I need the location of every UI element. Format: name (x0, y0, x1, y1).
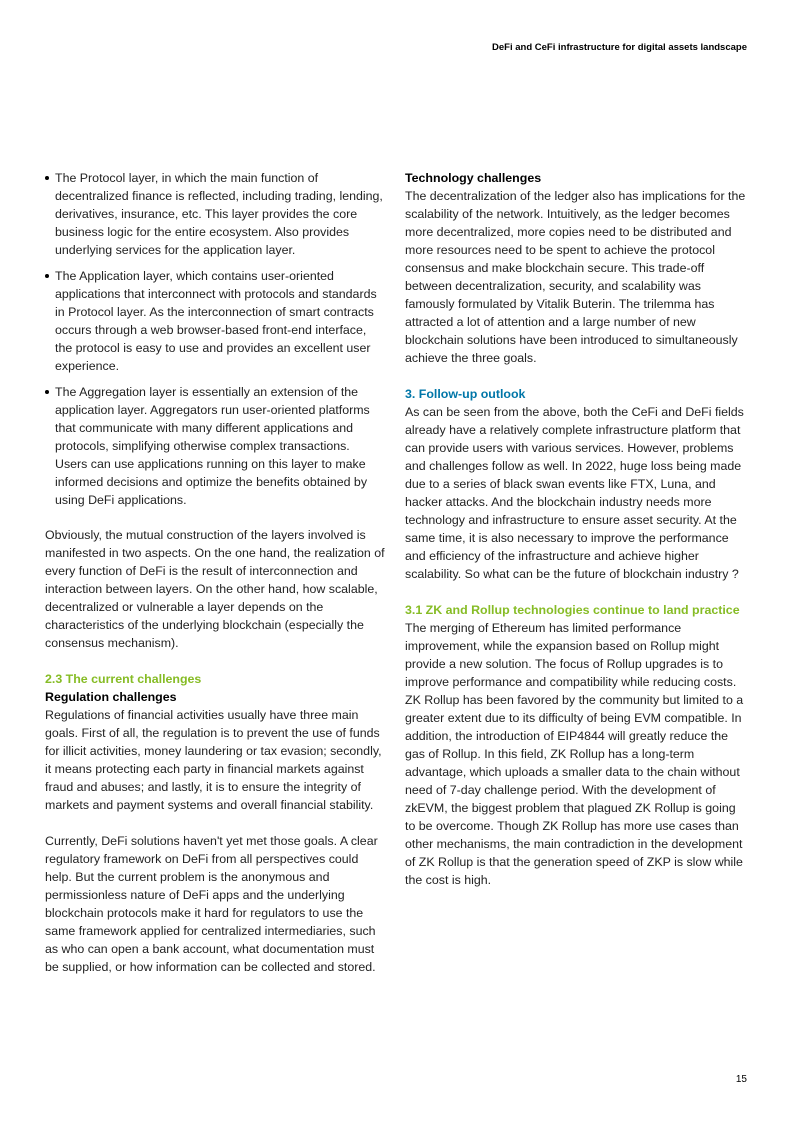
bullet-application-layer: The Application layer, which contains user-oriented applications that interconnect with protocols and standards in Protocol layer. As the interconnection of smart contracts occurs through a web browser-based front-end interface, the protocol is easy to use and provides an excellent user experience. (45, 267, 385, 375)
currently-paragraph: Currently, DeFi solutions haven't yet met those goals. A clear regulatory framework on DeFi from all perspectives could help. But the current problem is the anonymous and permissionless nature of DeFi apps and the underlying blockchain protocols make it hard for regulators to use the same framework applied for centralized intermediaries, such as who can open a bank account, what documentation must be supplied, or how information can be collected and stored. (45, 834, 378, 974)
page-number: 15 (735, 1074, 747, 1085)
layer-bullet-list (45, 169, 385, 509)
heading-regulation-challenges: Regulation challenges (45, 690, 177, 704)
section-heading-zk-rollup: 3.1 ZK and Rollup technologies continue to land practice (405, 603, 740, 617)
heading-technology-challenges: Technology challenges (405, 171, 542, 185)
section-heading-current-challenges: 2.3 The current challenges (45, 672, 202, 686)
bullet-protocol-layer: The Protocol layer, in which the main function of decentralized finance is reflected, including trading, lending, derivatives, insurance, etc. This layer provides the core business logic for the entire ecosystem. Also provides underlying services for the application layer. (45, 169, 385, 259)
section-heading-follow-up-outlook: 3. Follow-up outlook (405, 387, 526, 401)
running-header: DeFi and CeFi infrastructure for digital assets landscape (492, 42, 747, 53)
technology-paragraph: The decentralization of the ledger also has implications for the scalability of the network. Intuitively, as the ledger becomes more decentralized, more copies need to be distributed and more resources need to be spent to achieve the protocol consensus and make blockchain secure. This trade-off between decentralization, security, and scalability was famously formulated by Vitalik Buterin. The trilemma has attracted a lot of attention and a large number of new blockchain solutions have been introduced to simultaneously achieve the three goals. (405, 189, 746, 365)
layers-paragraph: Obviously, the mutual construction of the layers involved is manifested in two aspects. On the one hand, the realization of every function of DeFi is the result of interconnection and interaction between layers. On the other hand, how scalable, decentralized or vulnerable a layer depends on the characteristics of the underlying blockchain (especially the consensus mechanism). (45, 528, 385, 650)
zk-rollup-paragraph: The merging of Ethereum has limited performance improvement, while the expansion based on Rollup might provide a new solution. The focus of Rollup upgrades is to improve performance and compatibility while reducing costs. ZK Rollup has been favored by the community but limited to a greater extent due to its difficulty of being EVM compatible. In addition, the introduction of EIP4844 will greatly reduce the gas of Rollup. In this field, ZK Rollup has a long-term advantage, which uploads a smaller data to the chain without need of 7-day challenge period. With the development of zkEVM, the biggest problem that plagued ZK Rollup is going to be overcome. Though ZK Rollup has more use cases than other mechanisms, the main contradiction in the development of ZK Rollup is that the generation speed of ZKP is slow while the cost is high. (405, 621, 744, 887)
outlook-paragraph: As can be seen from the above, both the CeFi and DeFi fields already have a relatively complete infrastructure platform that can provide users with various services. However, problems and challenges follow as well. In 2022, huge loss being made due to a series of black swan events like FTX, Luna, and hacker attacks. And the blockchain industry needs more technology and infrastructure to ensure asset security. At the same time, it is also necessary to improve the performance and efficiency of the infrastructure and achieve higher scalability. So what can be the future of blockchain industry ? (405, 405, 744, 581)
right-column (405, 169, 749, 889)
bullet-aggregation-layer: The Aggregation layer is essentially an extension of the application layer. Aggregators run user-oriented platforms that communicate with many different applications and protocols, simplifying otherwise complex transactions. Users can use applications running on this layer to make informed decisions and optimize the benefits obtained by using DeFi applications. (45, 383, 385, 509)
regulation-paragraph: Regulations of financial activities usually have three main goals. First of all, the regulation is to prevent the use of funds for illicit activities, money laundering or tax evasion; secondly, it means protecting each party in financial markets against fraud and abuses; and lastly, it is to ensure the integrity of markets and payment systems and overall financial stability. (45, 708, 382, 812)
left-column (45, 169, 385, 976)
